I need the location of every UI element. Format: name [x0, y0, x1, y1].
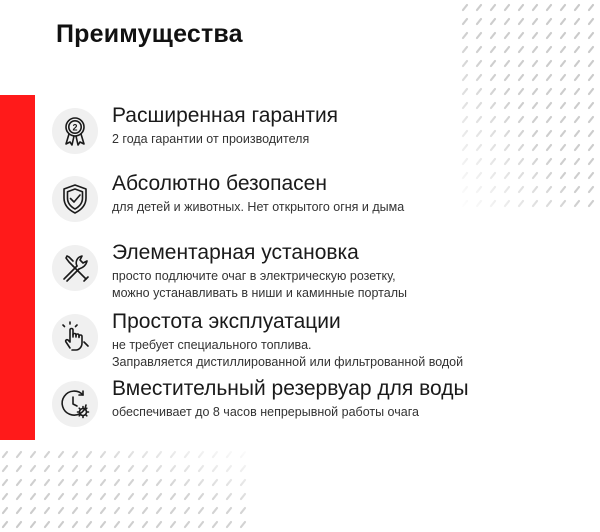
- feature-description: обеспечивает до 8 часов непрерывной работы очага: [112, 405, 419, 419]
- feature-description: для детей и животных. Нет открытого огня и дыма: [112, 200, 405, 214]
- svg-text:2: 2: [72, 122, 78, 133]
- feature-item-safety: [52, 172, 572, 236]
- wrench-screwdriver-icon: [52, 245, 98, 291]
- shield-check-icon: [52, 176, 98, 222]
- feature-title: Абсолютно безопасен: [112, 172, 327, 195]
- feature-description: 2 года гарантии от производителя: [112, 132, 310, 146]
- feature-title: Элементарная установка: [112, 241, 359, 264]
- clock-gear-icon: [52, 381, 98, 427]
- feature-description: не требует специального топлива. Заправляется дистиллированной или фильтрованной водой: [112, 338, 464, 369]
- feature-title: Расширенная гарантия: [112, 104, 339, 127]
- dot-pattern-bottom-left: [0, 447, 250, 532]
- hand-click-icon: [52, 314, 98, 360]
- feature-description: просто подлючите очаг в электрическую розетку, можно устанавливать в ниши и каминные порталы: [112, 269, 408, 300]
- feature-item-warranty: [52, 104, 572, 168]
- feature-item-reservoir: [52, 377, 572, 441]
- feature-title: Простота эксплуатации: [112, 310, 341, 333]
- award-medal-icon: [52, 108, 98, 154]
- feature-item-operation: [52, 310, 572, 374]
- feature-item-installation: [52, 241, 572, 305]
- page-title: Преимущества: [56, 20, 243, 48]
- feature-title: Вместительный резервуар для воды: [112, 377, 469, 400]
- accent-bar: [0, 95, 35, 440]
